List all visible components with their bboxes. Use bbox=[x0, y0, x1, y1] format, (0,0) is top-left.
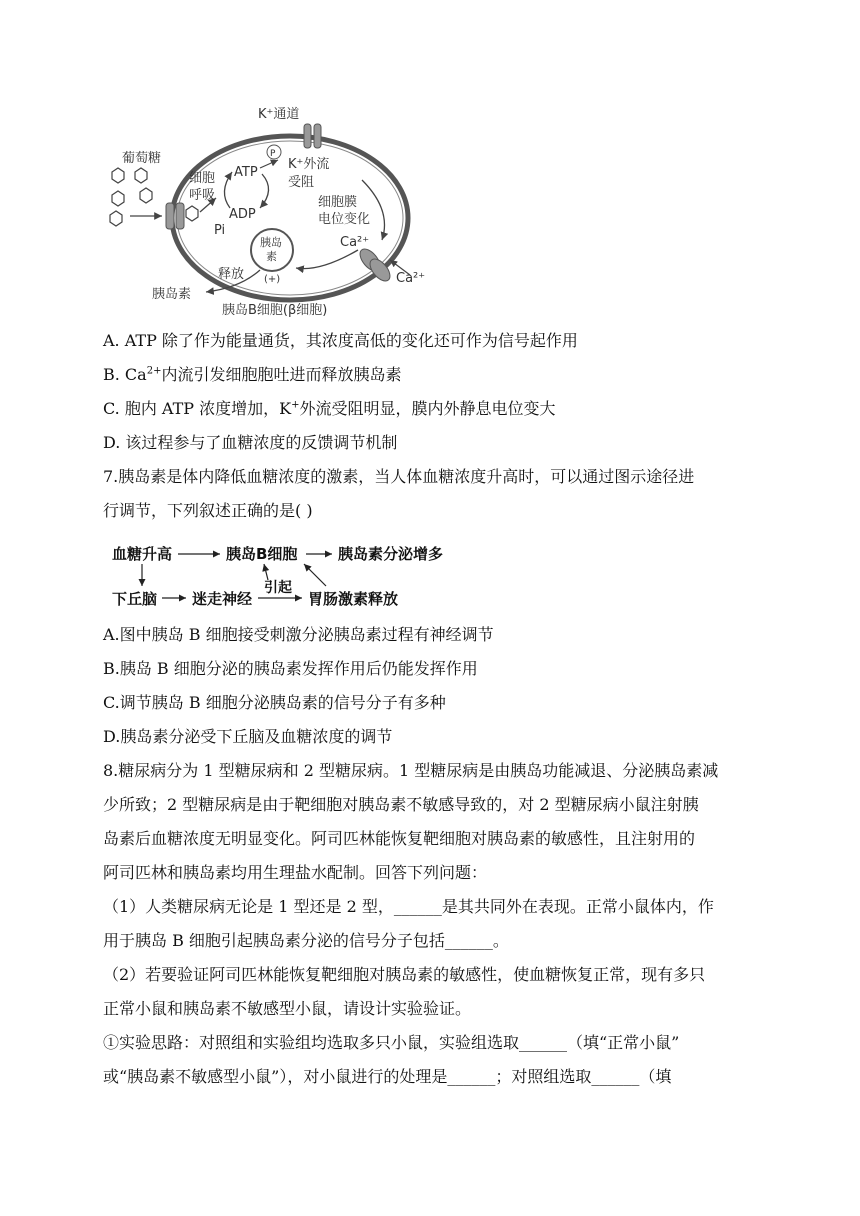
cell-caption: 胰岛B细胞(β细胞) bbox=[222, 303, 328, 318]
flow-node-vagus: 迷走神经 bbox=[192, 590, 253, 608]
q8-line-7: （2）若要验证阿司匹林能恢复靶细胞对胰岛素的敏感性，使血糖恢复正常，现有多只 bbox=[103, 965, 706, 984]
ca-outer-label: Ca²⁺ bbox=[396, 271, 426, 286]
q7-stem-line-1: 7.胰岛素是体内降低血糖浓度的激素，当人体血糖浓度升高时，可以通过图示途径进 bbox=[103, 467, 695, 486]
q7-flow-diagram bbox=[108, 540, 448, 612]
pi-label: Pi bbox=[214, 223, 226, 238]
q8-line-6: 用于胰岛 B 细胞引起胰岛素分泌的信号分子包括______。 bbox=[103, 931, 509, 950]
q8-line-9: ①实验思路：对照组和实验组均选取多只小鼠，实验组选取______（填“正常小鼠” bbox=[103, 1033, 680, 1052]
beta-cell-svg bbox=[100, 100, 430, 325]
k-channel-label: K⁺通道 bbox=[258, 107, 300, 122]
flow-node-beta-cell: 胰岛B细胞 bbox=[226, 545, 298, 563]
q8-line-2: 少所致；2 型糖尿病是由于靶细胞对胰岛素不敏感导致的，对 2 型糖尿病小鼠注射胰 bbox=[103, 795, 699, 814]
q6-option-c-suffix: 外流受阻明显，膜内外静息电位变大 bbox=[299, 399, 556, 418]
membrane-label-2: 电位变化 bbox=[318, 212, 371, 227]
atp-label: ATP bbox=[234, 165, 258, 180]
q6-option-c-sup: + bbox=[291, 399, 300, 411]
q6-option-b-suffix: 内流引发细胞胞吐进而释放胰岛素 bbox=[161, 365, 402, 384]
flow-node-insulin-increase: 胰岛素分泌增多 bbox=[338, 545, 444, 563]
flow-node-blood-sugar: 血糖升高 bbox=[112, 545, 173, 563]
q8-line-8: 正常小鼠和胰岛素不敏感型小鼠，请设计实验验证。 bbox=[103, 999, 472, 1018]
q7-option-d: D.胰岛素分泌受下丘脑及血糖浓度的调节 bbox=[103, 727, 393, 746]
q8-line-5: （1）人类糖尿病无论是 1 型还是 2 型，______是其共同外在表现。正常小鼠体内，作 bbox=[103, 897, 714, 916]
q7-option-a: A.图中胰岛 B 细胞接受刺激分泌胰岛素过程有神经调节 bbox=[103, 625, 494, 644]
q6-option-d: D. 该过程参与了血糖浓度的反馈调节机制 bbox=[103, 433, 398, 452]
beta-cell-diagram bbox=[100, 100, 430, 325]
k-efflux-label-1: K⁺外流 bbox=[288, 157, 330, 172]
q6-option-a: A. ATP 除了作为能量通货，其浓度高低的变化还可作为信号起作用 bbox=[103, 331, 578, 350]
q7-option-b: B.胰岛 B 细胞分泌的胰岛素发挥作用后仍能发挥作用 bbox=[103, 659, 478, 678]
q6-option-b bbox=[103, 364, 401, 386]
q6-option-b-sup: 2+ bbox=[146, 365, 162, 377]
membrane-label-1: 细胞膜 bbox=[318, 195, 358, 210]
k-efflux-label-2: 受阻 bbox=[288, 175, 315, 190]
q6-option-b-prefix: B. Ca bbox=[103, 365, 147, 384]
glucose-label: 葡萄糖 bbox=[122, 151, 162, 166]
vesicle-label-1: 胰岛 bbox=[260, 236, 282, 249]
plus-label: (+) bbox=[264, 274, 281, 285]
adp-label: ADP bbox=[229, 207, 256, 222]
respiration-label-2: 呼吸 bbox=[189, 188, 216, 203]
q7-stem-line-2: 行调节，下列叙述正确的是( ) bbox=[103, 501, 313, 520]
ca-inner-label: Ca²⁺ bbox=[340, 235, 370, 250]
glucose-molecules-icon bbox=[110, 168, 198, 226]
q8-line-4: 阿司匹林和胰岛素均用生理盐水配制。回答下列问题： bbox=[103, 863, 488, 882]
q8-line-3: 岛素后血糖浓度无明显变化。阿司匹林能恢复靶细胞对胰岛素的敏感性，且注射用的 bbox=[103, 829, 696, 848]
vesicle-label-2: 素 bbox=[266, 250, 277, 263]
q6-option-c-prefix: C. 胞内 ATP 浓度增加，K bbox=[103, 399, 292, 418]
q7-flow-svg bbox=[108, 540, 448, 612]
release-label: 释放 bbox=[218, 267, 245, 282]
q7-option-c: C.调节胰岛 B 细胞分泌胰岛素的信号分子有多种 bbox=[103, 693, 446, 712]
q8-line-1: 8.糖尿病分为 1 型糖尿病和 2 型糖尿病。1 型糖尿病是由胰岛功能减退、分泌胰岛素减 bbox=[103, 761, 719, 780]
phosphate-label: P bbox=[270, 149, 276, 159]
insulin-out-label: 胰岛素 bbox=[152, 287, 192, 302]
flow-edge-label: 引起 bbox=[264, 580, 292, 596]
flow-node-hypothalamus: 下丘脑 bbox=[112, 590, 158, 608]
q8-line-10: 或“胰岛素不敏感型小鼠”），对小鼠进行的处理是______；对照组选取______（填 bbox=[103, 1067, 672, 1086]
respiration-label-1: 细胞 bbox=[189, 171, 216, 186]
q6-option-c bbox=[103, 398, 556, 420]
flow-node-gut-hormone: 胃肠激素释放 bbox=[308, 590, 399, 608]
